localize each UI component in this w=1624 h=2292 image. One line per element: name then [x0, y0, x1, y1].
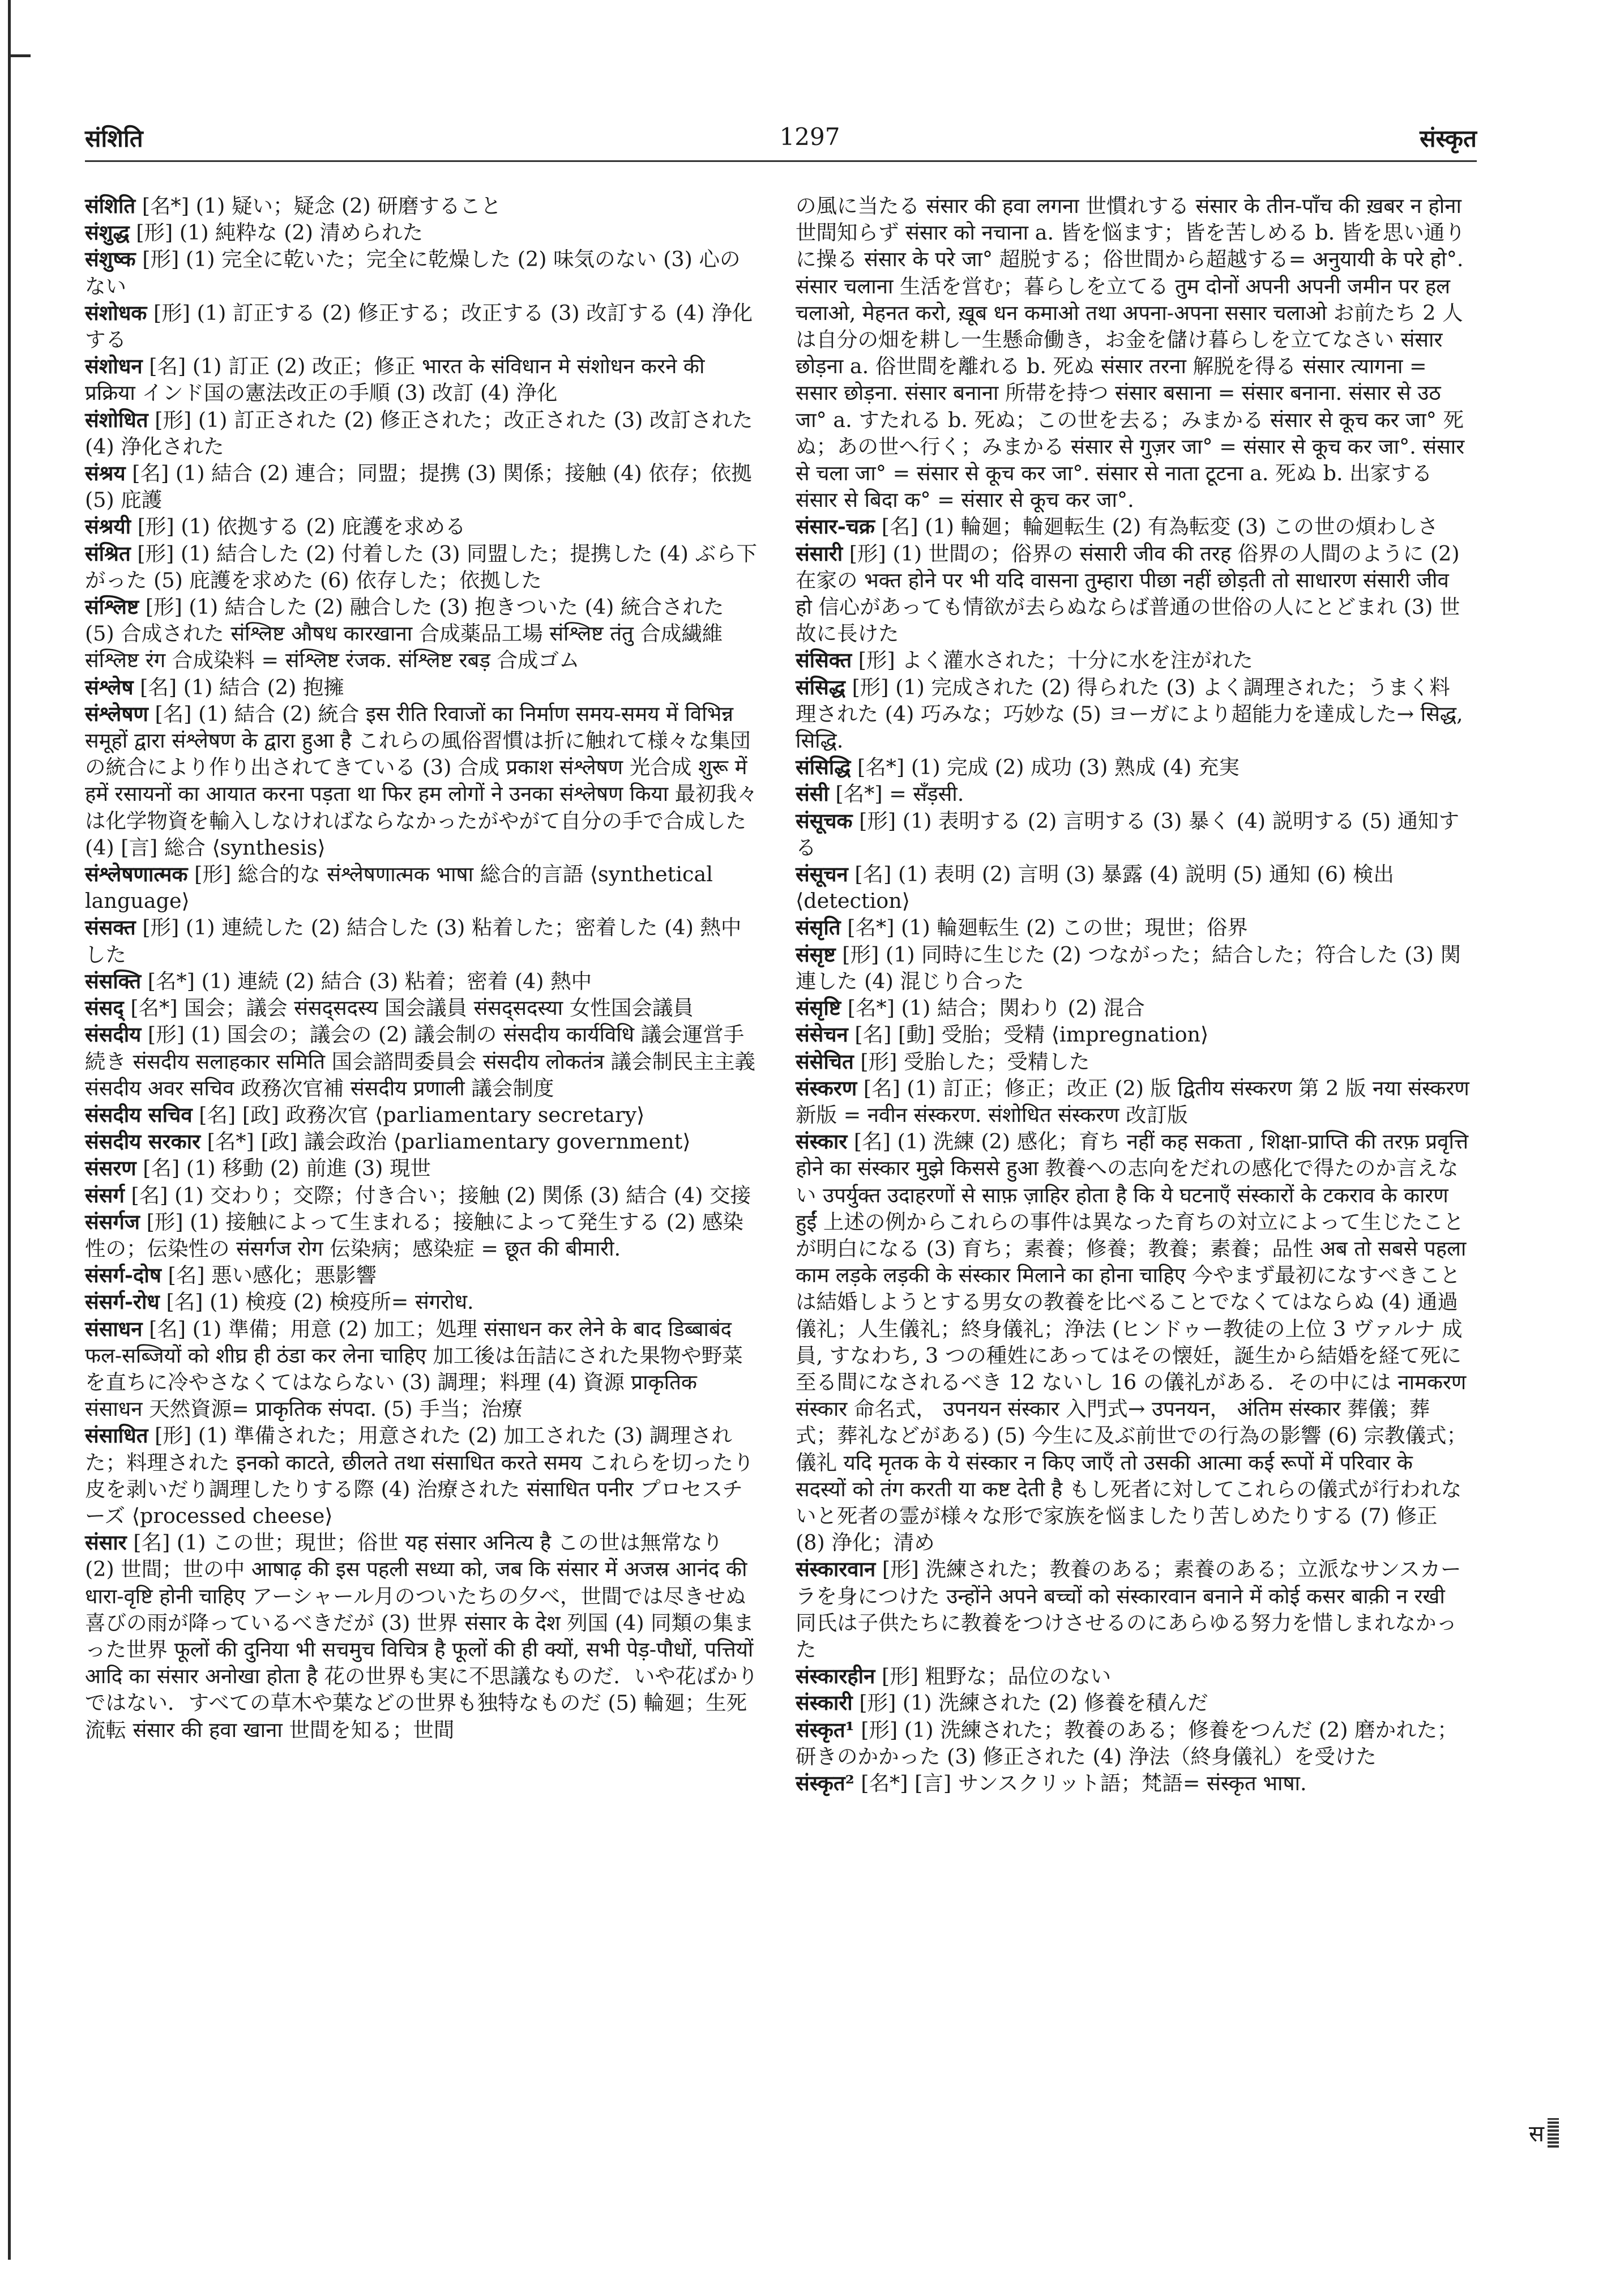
entry-headword: संशुद्ध: [85, 220, 130, 245]
entry-headword: संसर्ग-रोध: [85, 1290, 160, 1314]
entry-headword: संश्लेषण: [85, 701, 148, 726]
entry-definition: [形] よく灌水された；十分に水を注がれた: [852, 648, 1253, 673]
header-left-guide-word: संशिति: [85, 125, 143, 152]
entry-definition: [形] (1) 訂正された (2) 修正された；改正された (3) 改訂された (4) 浄化された: [85, 407, 753, 459]
entry-headword: संसर्ग: [85, 1183, 125, 1207]
entry-definition: [名*] (1) 連続 (2) 結合 (3) 粘着；密着 (4) 熱中: [141, 968, 592, 993]
entry-headword: संसदीय सरकार: [85, 1129, 201, 1154]
entry-headword: संसक्ति: [85, 968, 142, 993]
entry-headword: संश्लिष्ट: [85, 595, 139, 620]
dictionary-entry: [796, 1770, 1469, 1796]
dictionary-entry: [85, 968, 759, 995]
entry-headword: संस्कारी: [796, 1691, 853, 1715]
entry-definition: [名] (1) 結合 (2) 抱擁: [133, 675, 344, 699]
entry-headword: संस्कार: [796, 1129, 848, 1154]
thumb-index-letter: स: [1529, 2121, 1545, 2147]
entry-definition: [名] (1) 表明 (2) 言明 (3) 暴露 (4) 説明 (5) 通知 (6) 検出 ⟨detection⟩: [796, 862, 1394, 914]
dictionary-entry: [796, 1128, 1469, 1556]
entry-headword: संस्कृत¹: [796, 1717, 854, 1742]
dictionary-entry: [796, 808, 1469, 861]
dictionary-entry: [85, 1422, 759, 1529]
entry-headword: संस्कारवान: [796, 1557, 876, 1582]
entry-definition: [名*] [言] サンスクリット語；梵語= संस्कृत भाषा.: [854, 1770, 1307, 1795]
entry-definition: [形] (1) 接触によって生まれる；接触によって発生する (2) 感染性の；伝染性の संसर्गज रोग 伝染病；感染症 = छूत की बीमारी.: [85, 1209, 743, 1261]
entry-headword: संसेचन: [796, 1022, 848, 1047]
entry-definition: [名] (1) 輪廻；輪廻転生 (2) 有為転変 (3) この世の煩わしさ: [875, 514, 1438, 539]
entry-definition: [名*] [政] 議会政治 ⟨parliamentary government⟩: [200, 1129, 691, 1154]
entry-definition: [名*] (1) 結合；関わり (2) 混合: [841, 996, 1145, 1021]
dictionary-entry: [85, 1288, 759, 1315]
dictionary-entry: [796, 1663, 1469, 1689]
entry-definition: [名*] (1) 疑い；疑念 (2) 研磨すること: [135, 194, 502, 218]
dictionary-entry: [85, 407, 759, 460]
dictionary-entry: [85, 674, 759, 701]
entry-definition: [名*] (1) 輪廻転生 (2) この世；現世；俗界: [840, 915, 1248, 940]
dictionary-entry: [85, 1021, 759, 1102]
dictionary-entry: [796, 1021, 1469, 1048]
entry-definition: [形] (1) 連続した (2) 結合した (3) 粘着した；密着した (4) 熱中した: [85, 915, 742, 967]
entry-definition: [名] (1) 洗練 (2) 感化；育ち नहीं कह सकता , शिक्षा-प्राप्ति की तरफ़ प्रवृत्ति होने का संस्कार मुझे किससे हुआ 教養への志向をだれの感化で得たのか言えない उपर्युक्त उदाहरणों से साफ़ ज़ाहिर होता है कि ये घटनाएँ संस्कारों के टकराव के कारण हुईं 上述の例からこれらの事件は異なった育ちの対立によって生じたことが明白になる (3) 育ち；素養；修養；教養；素養；品性 अब तो सबसे पहला काम लड़के लड़की के संस्कार मिलाने का होना चाहिए 今やまず最初になすべきことは結婚しようとする男女の教養を比べることでなくてはならぬ (4) 通過儀礼；人生儀礼；終身儀礼；浄法 (ヒンドゥー教徒の上位 3 ヴァルナ 成員, すなわち, 3 つの種姓にあってはその懐妊，誕生から結婚を経て死に至る間になされるべき 12 ないし 16 の儀礼がある．その中には नामकरण संस्कार 命名式， उपनयन संस्कार 入門式→ उपनयन， अंतिम संस्कार 葬儀；葬式；葬礼などがある) (5) 今生に及ぶ前世での行為の影響 (6) 宗教儀式；儀礼 यदि मृतक के ये संस्कार न किए जाएँ तो उसकी आत्मा कई रूपों में परिवार के सदस्यों को तंग करती या कष्ट देती है もし死者に対してこれらの儀式が行われないと死者の霊が様々な形で家族を悩ましたり苦しめたりする (7) 修正 (8) 浄化；清め: [796, 1129, 1469, 1555]
dictionary-entry: [85, 219, 759, 246]
entry-definition: [形] (1) 結合した (2) 融合した (3) 抱きついた (4) 統合された (5) 合成された संश्लिष्ट औषध कारखाना 合成薬品工場 संश्लिष्ट तंतु 合成繊維 संश्लिष्ट रंग 合成染料 = संश्लिष्ट रंजक. संश्लिष्ट रबड़ 合成ゴム: [85, 595, 724, 673]
entry-headword: संसृष्टि: [796, 996, 841, 1021]
entry-definition: [名] 悪い感化；悪影響: [161, 1263, 377, 1288]
dictionary-entry: [85, 1209, 759, 1262]
left-column: [85, 193, 759, 1743]
dictionary-entry: [85, 513, 759, 540]
entry-definition: [形] (1) 表明する (2) 言明する (3) 暴く (4) 説明する (5) 通知する: [796, 808, 1460, 860]
page-header: [0, 116, 1624, 156]
entry-definition: [形] (1) 洗練された (2) 修養を積んだ: [852, 1691, 1208, 1715]
entry-headword: संशुष्क: [85, 247, 136, 272]
entry-definition: [名] (1) 移動 (2) 前進 (3) 現世: [136, 1156, 431, 1181]
dictionary-entry: [85, 995, 759, 1021]
entry-definition: [名] (1) 交わり；交際；付き合い；接触 (2) 関係 (3) 結合 (4) 交接: [124, 1183, 751, 1207]
dictionary-entry: [85, 246, 759, 299]
dictionary-entry: [796, 861, 1469, 914]
entry-headword: संसृष्ट: [796, 942, 836, 967]
thumb-index-tab: [1529, 2117, 1559, 2148]
entry-definition: [形] 受胎した；受精した: [853, 1049, 1090, 1074]
entry-definition: [形] (1) 純粋な (2) 清められた: [129, 220, 424, 245]
thumb-index-mark: [1548, 2118, 1559, 2148]
dictionary-entry: [796, 1689, 1469, 1716]
entry-headword: संसृति: [796, 915, 841, 940]
entry-headword: संसिक्त: [796, 648, 852, 673]
dictionary-entry: [85, 540, 759, 594]
entry-definition: [名] (1) 訂正；修正；改正 (2) 版 द्वितीय संस्करण 第 2 版 नया संस्करण 新版 = नवीन संस्करण. संशोधित संस्करण 改訂版: [796, 1075, 1469, 1127]
header-rule: [85, 160, 1477, 162]
dictionary-entry: [85, 353, 759, 406]
entry-definition: [名] (1) 結合 (2) 連合；同盟；提携 (3) 関係；接触 (4) 依存；依拠 (5) 庇護: [85, 461, 752, 513]
entry-headword: संसर्ग-दोष: [85, 1263, 161, 1288]
dictionary-entry: [796, 1717, 1469, 1770]
dictionary-entry: [796, 1048, 1469, 1075]
entry-definition: [名] [動] 受胎；受精 ⟨impregnation⟩: [848, 1022, 1209, 1047]
entry-headword: संश्रयी: [85, 514, 131, 539]
entry-definition: [名*] = सँड़सी.: [828, 782, 964, 806]
entry-definition: [形] 粗野な；品位のない: [875, 1664, 1112, 1689]
dictionary-entry: [796, 513, 1469, 540]
entry-headword: संसद्: [85, 996, 124, 1021]
entry-definition: [名] (1) 準備；用意 (2) 加工；処理 संसाधन कर लेने के बाद डिब्बाबंद फल-सब्जियों को शीघ्र ही ठंडा कर लेना चाहिए 加工後は缶詰にされた果物や野菜を直ちに冷やさなくてはならない (3) 調理；料理 (4) 資源 प्राकृतिक संसाधन 天然資源= प्राकृतिक संपदा. (5) 手当；治療: [85, 1316, 743, 1422]
entry-headword: संसक्त: [85, 915, 136, 940]
entry-headword: संशोधित: [85, 407, 148, 432]
dictionary-entry: [796, 754, 1469, 780]
entry-definition: [形] (1) 完成された (2) 得られた (3) よく調理された；うまく料理された (4) 巧みな；巧妙な (5) ヨーガにより超能力を達成した→ सिद्ध, सिद्धि.: [796, 675, 1463, 753]
entry-headword: संसेचित: [796, 1049, 854, 1074]
entry-headword: संसिद्धि: [796, 755, 851, 780]
dictionary-entry: [796, 1556, 1469, 1663]
dictionary-entry: [796, 1075, 1469, 1128]
entry-headword: संस्कारहीन: [796, 1664, 875, 1689]
dictionary-entry: [85, 1316, 759, 1423]
entry-headword: संसारी: [796, 541, 843, 566]
entry-headword: संसदीय सचिव: [85, 1102, 193, 1127]
page-number: 1297: [779, 123, 840, 151]
dictionary-entry: [85, 460, 759, 513]
entry-headword: संसाधन: [85, 1316, 143, 1341]
entry-headword: संशोधक: [85, 300, 147, 325]
entry-headword: संश्रय: [85, 461, 126, 486]
entry-headword: संश्लेष: [85, 675, 134, 699]
dictionary-entry: [85, 300, 759, 353]
dictionary-entry: [796, 780, 1469, 807]
dictionary-entry: [85, 1529, 759, 1743]
entry-definition: [形] (1) 同時に生じた (2) つながった；結合した；符合した (3) 関連した (4) 混じり合った: [796, 942, 1461, 993]
entry-definition: [形] (1) 国会の；議会の (2) 議会制の संसदीय कार्यविधि 議会運営手続き संसदीय सलाहकार समिति 国会諮問委員会 संसदीय लोकतंत्र 議会制民主主義 संसदीय अवर सचिव 政務次官補 संसदीय प्रणाली 議会制度: [85, 1022, 755, 1100]
entry-definition: [形] (1) 完全に乾いた；完全に乾燥した (2) 味気のない (3) 心のない: [85, 247, 741, 298]
dictionary-entry: [796, 995, 1469, 1021]
dictionary-entry: [85, 914, 759, 967]
entry-definition: [名] (1) この世；現世；俗世 यह संसार अनित्य है この世は無常なり (2) 世間；世の中 आषाढ़ की इस पहली सध्या को, जब कि संसार में अजस्र आनंद की धारा-वृष्टि होनी चाहिए アーシャール月のついたちの夕べ，世間では尽きせぬ喜びの雨が降っているべきだが (3) 世界 संसार के देश 列国 (4) 同類の集まった世界 फूलों की दुनिया भी सचमुच विचित्र है फूलों की ही क्यों, सभी पेड़-पौधों, पत्तियों आदि का संसार अनोखा होता है 花の世界も実に不思議なものだ．いや花ばかりではない．すべての草木や葉などの世界も独特なものだ (5) 輪廻；生死流転 संसार की हवा खाना 世間を知る；世間: [85, 1530, 758, 1742]
entry-definition: [名] (1) 結合 (2) 統合 इस रीति रिवाजों का निर्माण समय-समय में विभिन्न समूहों द्वारा संश्लेषण के द्वारा हुआ है これらの風俗習慣は折に触れて様々な集団の統合により作り出されてきている (3) 合成 प्रकाश संश्लेषण 光合成 शुरू में हमें रसायनों का आयात करना पड़ता था फिर हम लोगों ने उनका संश्लेषण किया 最初我々は化学物資を輸入しなければならなかったがやがて自分の手で合成した (4) [言] 総合 ⟨synthesis⟩: [85, 701, 758, 860]
dictionary-entry: [85, 1262, 759, 1288]
entry-headword: संसरण: [85, 1156, 136, 1181]
entry-headword: संसर्गज: [85, 1209, 140, 1234]
entry-definition: [形] (1) 訂正する (2) 修正する；改正する (3) 改訂する (4) 浄化する: [85, 300, 753, 352]
entry-headword: संशिति: [85, 194, 136, 218]
dictionary-entry: [85, 1128, 759, 1155]
dictionary-entry: [85, 1102, 759, 1128]
dictionary-entry: [796, 941, 1469, 995]
header-right-guide-word: संस्कृत: [1420, 125, 1477, 152]
dictionary-entry: [796, 674, 1469, 754]
dictionary-entry: [796, 540, 1469, 647]
entry-headword: संसूचक: [796, 808, 853, 833]
dictionary-entry: [796, 193, 1469, 513]
entry-definition: [形] (1) 準備された；用意された (2) 加工された (3) 調理された；料理された इनको काटते, छीलते तथा संसाधित करते समय これらを切ったり皮を剥いだり調理したりする際 (4) 治療された संसाधित पनीर プロセスチーズ ⟨processed cheese⟩: [85, 1423, 754, 1528]
entry-headword: संश्रित: [85, 541, 131, 566]
entry-headword: संसूचन: [796, 862, 848, 887]
dictionary-entry: [85, 701, 759, 861]
entry-definition: [形] 洗練された；教養のある；素養のある；立派なサンスカーラを身につけた उन्होंने अपने बच्चों को संस्कारवान बनाने में कोई कसर बाक़ी न रखी 同氏は子供たちに教養をつけさせるのにあらゆる努力を惜しまれなかった: [796, 1557, 1461, 1662]
entry-headword: संसिद्ध: [796, 675, 845, 699]
entry-headword: संसाधित: [85, 1423, 148, 1448]
entry-definition: [名] (1) 検疫 (2) 検疫所= संगरोध.: [159, 1290, 474, 1314]
dictionary-entry: [796, 647, 1469, 673]
right-column: [796, 193, 1469, 1796]
entry-definition: [形] (1) 依拠する (2) 庇護を求める: [131, 514, 466, 539]
dictionary-entry: [85, 193, 759, 219]
entry-headword: संसदीय: [85, 1022, 142, 1047]
entry-definition: [名] [政] 政務次官 ⟨parliamentary secretary⟩: [192, 1102, 645, 1127]
entry-headword: संश्लेषणात्मक: [85, 862, 188, 887]
entry-definition: [形] (1) 結合した (2) 付着した (3) 同盟した；提携した (4) ぶら下がった (5) 庇護を求めた (6) 依存した；依拠した: [85, 541, 757, 592]
dictionary-entry: [85, 861, 759, 914]
dictionary-entry: [85, 594, 759, 674]
dictionary-entry: [85, 1155, 759, 1181]
entry-definition: [形] (1) 洗練された；教養のある；修養をつんだ (2) 磨かれた；研きのかかった (3) 修正された (4) 浄法（終身儀礼）を受けた: [796, 1717, 1458, 1769]
entry-definition: の風に当たる संसार की हवा लगना 世慣れする संसार के तीन-पाँच की ख़बर न होना 世間知らず संसार को नचाना a. 皆を悩ます；皆を苦しめる b. 皆を思い通りに操る संसार के परे जा° 超脱する；俗世間から超越する= अनुयायी के परे हो°. संसार चलाना 生活を営む；暮らしを立てる तुम दोनों अपनी अपनी जमीन पर हल चलाओ, मेहनत करो, ख़ूब धन कमाओ तथा अपना-अपना ससार चलाओ お前たち 2 人は自分の畑を耕し一生懸命働き，お金を儲け暮らしを立てなさい संसार छोड़ना a. 俗世間を離れる b. 死ぬ संसार तरना 解脱を得る संसार त्यागना = ससार छोड़ना. संसार बनाना 所帯を持つ संसार बसाना = संसार बनाना. संसार से उठ जा° a. すたれる b. 死ぬ；この世を去る；みまかる संसार से कूच कर जा° 死ぬ；あの世へ行く；みまかる संसार से गुज़र जा° = संसार से कूच कर जा°. संसार से चला जा° = संसार से कूच कर जा°. संसार से नाता टूटना a. 死ぬ b. 出家する संसार से बिदा क° = संसार से कूच कर जा°.: [796, 194, 1465, 513]
entry-headword: संस्कृत²: [796, 1770, 854, 1795]
dictionary-entry: [796, 914, 1469, 941]
entry-headword: संस्करण: [796, 1075, 857, 1100]
entry-headword: संशोधन: [85, 354, 143, 379]
entry-definition: [形] (1) 世間の；俗界の संसारी जीव की तरह 俗界の人間のように (2) 在家の भक्त होने पर भी यदि वासना तुम्हारा पीछा नहीं छोड़ती तो साधारण संसारी जीव हो 信心があっても情欲が去らぬならば普通の世俗の人にとどまれ (3) 世故に長けた: [796, 541, 1460, 646]
dictionary-entry: [85, 1182, 759, 1209]
scan-edge-line: [8, 0, 11, 2260]
entry-definition: [名] (1) 訂正 (2) 改正；修正 भारत के संविधान मे संशोधन करने की प्रक्रिया インド国の憲法改正の手順 (3) 改訂 (4) 浄化: [85, 354, 705, 406]
scan-edge-tick: [8, 54, 31, 57]
entry-definition: [名*] 国会；議会 संसद्सदस्य 国会議員 संसद्सदस्या 女性国会議員: [123, 996, 694, 1021]
entry-headword: संसार: [85, 1530, 127, 1555]
entry-definition: [名*] (1) 完成 (2) 成功 (3) 熟成 (4) 充実: [851, 755, 1240, 780]
entry-headword: संसार-चक्र: [796, 514, 875, 539]
entry-headword: संसी: [796, 782, 829, 806]
entry-definition: [形] 総合的な संश्लेषणात्मक भाषा 総合的言語 ⟨synthetical language⟩: [85, 862, 713, 914]
